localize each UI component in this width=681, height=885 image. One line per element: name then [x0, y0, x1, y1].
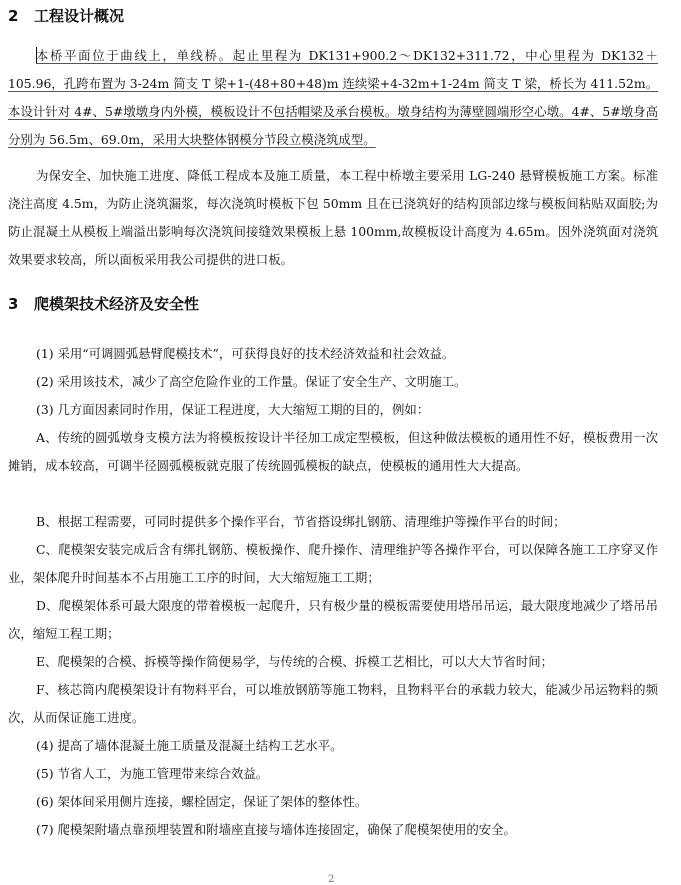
list-item-5: (5) 节省人工，为施工管理带来综合效益。: [36, 766, 269, 781]
sub-item-c: C、爬模架安装完成后含有绑扎钢筋、模板操作、爬升操作、清理维护等各操作平台，可以保障各施工工序穿叉作业，架体爬升时间基本不占用施工工序的时间，大大缩短施工工期；: [8, 542, 658, 585]
sub-item-f: F、核芯筒内爬模架设计有物料平台，可以堆放钢筋等施工物料，且物料平台的承载力较大，能减少吊运物料的频次，从而保证施工进度。: [8, 682, 658, 725]
section-2-number: 2: [8, 7, 19, 25]
sub-item-d: D、爬模架体系可最大限度的带着模板一起爬升，只有极少量的模板需要使用塔吊吊运，最大限度地减少了塔吊吊次，缩短工程工期；: [8, 598, 658, 641]
list-item-7: (7) 爬模架附墙点靠预埋装置和附墙座直接与墙体连接固定，确保了爬模架使用的安全。: [36, 822, 516, 837]
sub-item-a: A、传统的圆弧墩身支模方法为将模板按设计半径加工成定型模板，但这种做法模板的通用性不好，模板费用一次摊销，成本较高，可调半径圆弧模板就克服了传统圆弧模板的缺点，使模板的通用性大大提高。: [8, 430, 658, 473]
sub-item-e: E、爬模架的合模、拆模等操作简便易学，与传统的合模、拆模工艺相比，可以大大节省时间；: [36, 654, 554, 669]
section-2-title: 工程设计概况: [34, 7, 125, 25]
list-item-4: (4) 提高了墙体混凝土施工质量及混凝土结构工艺水平。: [36, 738, 343, 753]
list-item-3: (3) 几方面因素同时作用，保证工程进度，大大缩短工期的目的，例如：: [36, 402, 430, 417]
page-number: 2: [328, 874, 335, 885]
section-2-paragraph-1: 本桥平面位于曲线上，单线桥。起止里程为 DK131+900.2～DK132+311.72，中心里程为 DK132＋105.96，孔跨布置为 3-24m 简支 T 梁+1-(48+80+48)m 连续梁+4-32m+1-24m 简支 T 梁，桥长为 411.52m。本设计针对 4#、5#墩墩身内外模，模板设计不包括帽梁及承台模板。墩身结构为薄壁圆端形空心墩。4#、5#墩身高分别为 56.5m、69.0m，采用大块整体钢模分节段立模浇筑成型。: [8, 48, 658, 147]
section-3-heading: [8, 294, 199, 314]
list-item-2: (2) 采用该技术，减少了高空危险作业的工作量。保证了安全生产、文明施工。: [36, 374, 467, 389]
list-item-6: (6) 架体间采用侧片连接，螺栓固定，保证了架体的整体性。: [36, 794, 368, 809]
sub-item-b: B、根据工程需要，可同时提供多个操作平台，节省搭设绑扎钢筋、清理维护等操作平台的时间；: [36, 514, 566, 529]
section-3-number: 3: [8, 295, 19, 313]
section-3-title: 爬模架技术经济及安全性: [34, 295, 200, 313]
section-2-paragraph-2: 为保安全、加快施工进度、降低工程成本及施工质量，本工程中桥墩主要采用 LG-240 悬臂模板施工方案。标准浇注高度 4.5m，为防止浇筑漏浆，每次浇筑时模板下包 50mm 且在已浇筑好的结构顶部边缘与模板间粘贴双面胶;为防止混凝土从模板上端溢出影响每次浇筑间接缝效果模板上悬 100mm,故模板设计高度为 4.65m。因外浇筑面对浇筑效果要求较高，所以面板采用我公司提供的进口板。: [8, 168, 658, 267]
section-2-heading: [8, 6, 124, 26]
list-item-1: (1) 采用“可调圆弧悬臂爬模技术”，可获得良好的技术经济效益和社会效益。: [36, 346, 455, 361]
